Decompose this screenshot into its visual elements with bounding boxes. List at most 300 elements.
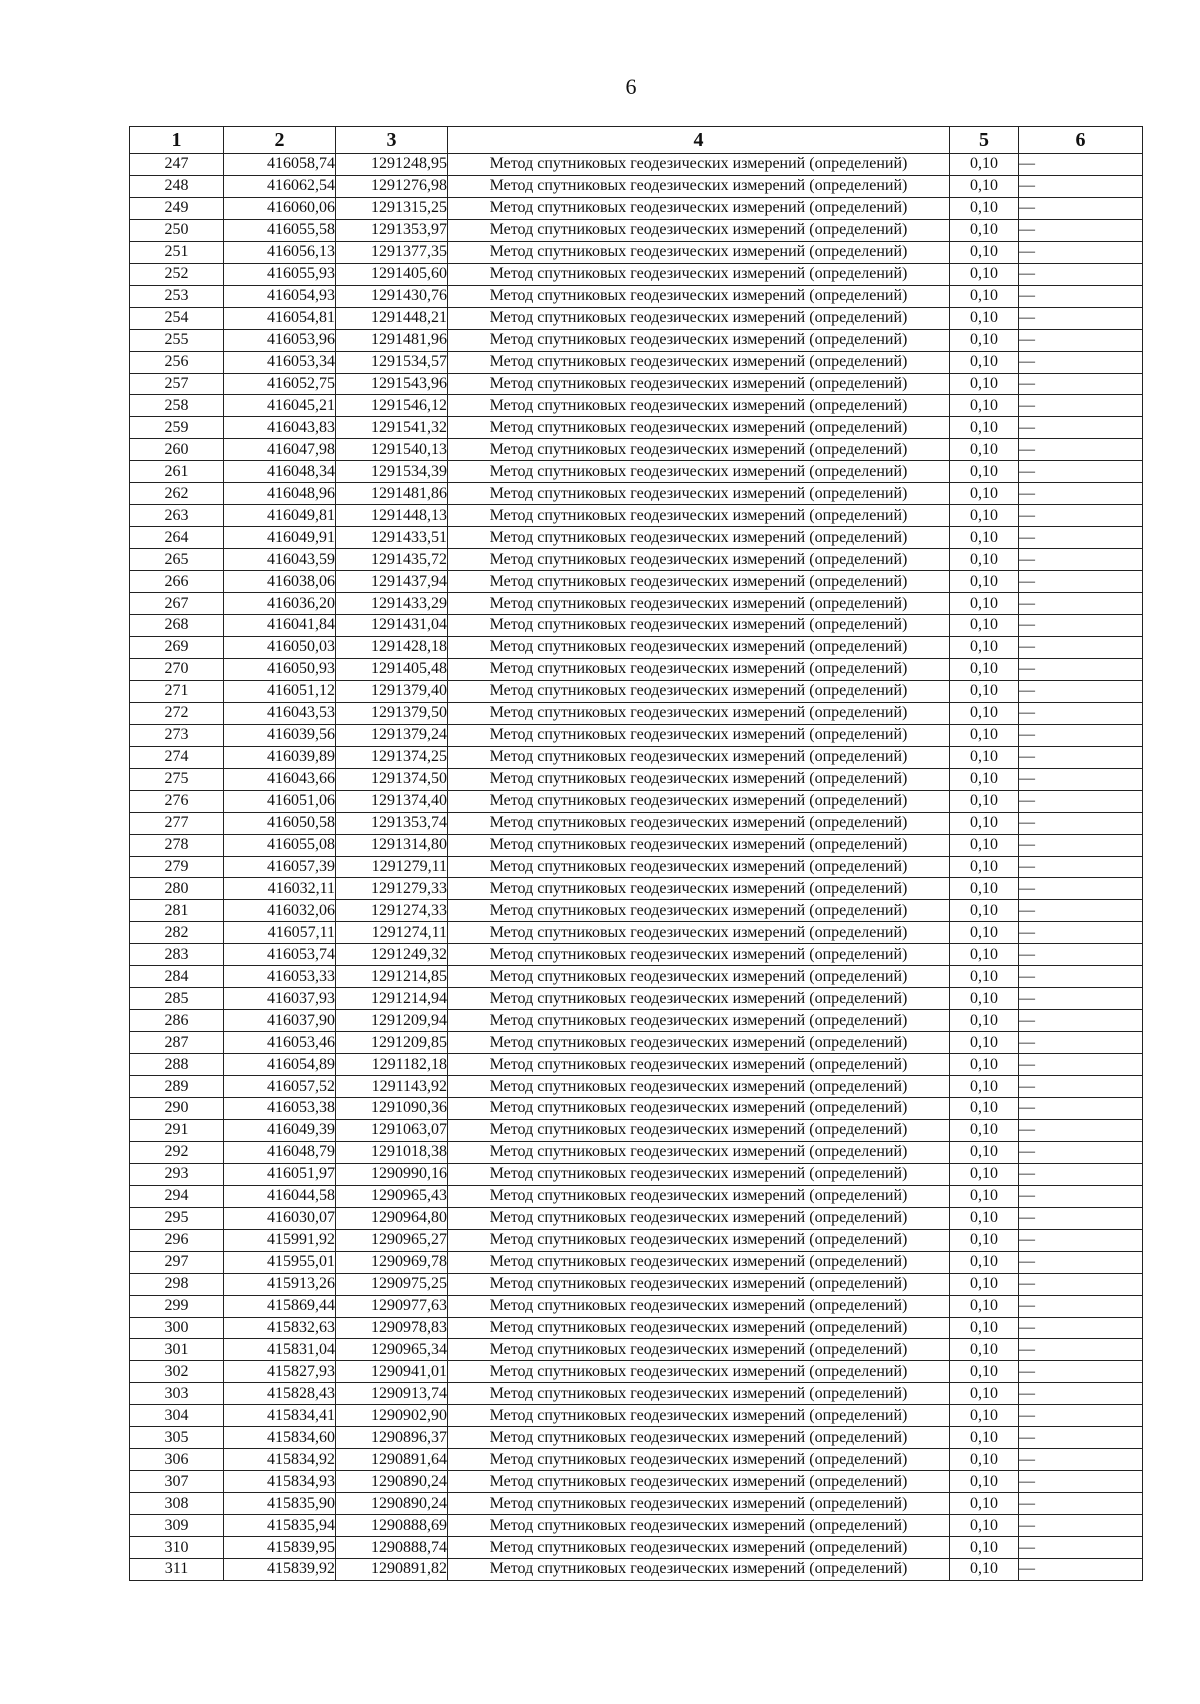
note-cell: — — [1019, 878, 1143, 900]
accuracy-cell: 0,10 — [950, 615, 1019, 637]
table-row — [130, 790, 1143, 812]
y-coordinate-cell: 1290969,78 — [336, 1251, 448, 1273]
y-coordinate-cell: 1291353,97 — [336, 219, 448, 241]
x-coordinate-cell: 416037,90 — [224, 1010, 336, 1032]
note-cell: — — [1019, 1339, 1143, 1361]
point-number-cell: 259 — [130, 417, 224, 439]
header-col-1: 1 — [130, 127, 224, 154]
accuracy-cell: 0,10 — [950, 593, 1019, 615]
x-coordinate-cell: 416054,89 — [224, 1054, 336, 1076]
table-row — [130, 527, 1143, 549]
table-row — [130, 1185, 1143, 1207]
table-row — [130, 878, 1143, 900]
table-row — [130, 307, 1143, 329]
accuracy-cell: 0,10 — [950, 1097, 1019, 1119]
table-row — [130, 1295, 1143, 1317]
accuracy-cell: 0,10 — [950, 1427, 1019, 1449]
point-number-cell: 277 — [130, 812, 224, 834]
method-cell: Метод спутниковых геодезических измерений (определений) — [448, 790, 950, 812]
note-cell: — — [1019, 505, 1143, 527]
method-cell: Метод спутниковых геодезических измерений (определений) — [448, 1119, 950, 1141]
table-row — [130, 724, 1143, 746]
table-row — [130, 922, 1143, 944]
x-coordinate-cell: 416049,39 — [224, 1119, 336, 1141]
point-number-cell: 275 — [130, 768, 224, 790]
y-coordinate-cell: 1290913,74 — [336, 1383, 448, 1405]
x-coordinate-cell: 416057,52 — [224, 1076, 336, 1098]
table-row — [130, 154, 1143, 176]
note-cell: — — [1019, 966, 1143, 988]
point-number-cell: 270 — [130, 658, 224, 680]
note-cell: — — [1019, 1537, 1143, 1559]
y-coordinate-cell: 1290896,37 — [336, 1427, 448, 1449]
y-coordinate-cell: 1291534,57 — [336, 351, 448, 373]
accuracy-cell: 0,10 — [950, 1295, 1019, 1317]
table-row — [130, 1010, 1143, 1032]
accuracy-cell: 0,10 — [950, 1251, 1019, 1273]
y-coordinate-cell: 1291433,29 — [336, 593, 448, 615]
method-cell: Метод спутниковых геодезических измерений (определений) — [448, 1141, 950, 1163]
accuracy-cell: 0,10 — [950, 1493, 1019, 1515]
point-number-cell: 301 — [130, 1339, 224, 1361]
x-coordinate-cell: 416057,39 — [224, 856, 336, 878]
point-number-cell: 273 — [130, 724, 224, 746]
x-coordinate-cell: 416048,79 — [224, 1141, 336, 1163]
y-coordinate-cell: 1290902,90 — [336, 1405, 448, 1427]
y-coordinate-cell: 1291379,24 — [336, 724, 448, 746]
header-col-4: 4 — [448, 127, 950, 154]
table-row — [130, 285, 1143, 307]
point-number-cell: 252 — [130, 263, 224, 285]
method-cell: Метод спутниковых геодезических измерений (определений) — [448, 680, 950, 702]
table-row — [130, 680, 1143, 702]
accuracy-cell: 0,10 — [950, 768, 1019, 790]
table-row — [130, 702, 1143, 724]
note-cell: — — [1019, 724, 1143, 746]
x-coordinate-cell: 416053,74 — [224, 944, 336, 966]
note-cell: — — [1019, 1229, 1143, 1251]
method-cell: Метод спутниковых геодезических измерений (определений) — [448, 856, 950, 878]
y-coordinate-cell: 1290890,24 — [336, 1493, 448, 1515]
note-cell: — — [1019, 1141, 1143, 1163]
table-row — [130, 197, 1143, 219]
note-cell: — — [1019, 219, 1143, 241]
point-number-cell: 258 — [130, 395, 224, 417]
y-coordinate-cell: 1290990,16 — [336, 1163, 448, 1185]
point-number-cell: 268 — [130, 615, 224, 637]
x-coordinate-cell: 415834,41 — [224, 1405, 336, 1427]
note-cell: — — [1019, 285, 1143, 307]
y-coordinate-cell: 1291405,60 — [336, 263, 448, 285]
x-coordinate-cell: 416053,96 — [224, 329, 336, 351]
y-coordinate-cell: 1291274,33 — [336, 900, 448, 922]
method-cell: Метод спутниковых геодезических измерений (определений) — [448, 702, 950, 724]
x-coordinate-cell: 416048,34 — [224, 461, 336, 483]
method-cell: Метод спутниковых геодезических измерений (определений) — [448, 373, 950, 395]
method-cell: Метод спутниковых геодезических измерений (определений) — [448, 1537, 950, 1559]
y-coordinate-cell: 1291448,21 — [336, 307, 448, 329]
accuracy-cell: 0,10 — [950, 812, 1019, 834]
x-coordinate-cell: 416039,89 — [224, 746, 336, 768]
table-row — [130, 1097, 1143, 1119]
method-cell: Метод спутниковых геодезических измерений (определений) — [448, 988, 950, 1010]
accuracy-cell: 0,10 — [950, 571, 1019, 593]
point-number-cell: 296 — [130, 1229, 224, 1251]
table-row — [130, 329, 1143, 351]
x-coordinate-cell: 416055,93 — [224, 263, 336, 285]
method-cell: Метод спутниковых геодезических измерений (определений) — [448, 615, 950, 637]
note-cell: — — [1019, 263, 1143, 285]
y-coordinate-cell: 1291481,86 — [336, 483, 448, 505]
y-coordinate-cell: 1291435,72 — [336, 549, 448, 571]
point-number-cell: 280 — [130, 878, 224, 900]
y-coordinate-cell: 1290965,43 — [336, 1185, 448, 1207]
point-number-cell: 302 — [130, 1361, 224, 1383]
method-cell: Метод спутниковых геодезических измерений (определений) — [448, 285, 950, 307]
x-coordinate-cell: 416062,54 — [224, 175, 336, 197]
x-coordinate-cell: 416049,81 — [224, 505, 336, 527]
x-coordinate-cell: 416037,93 — [224, 988, 336, 1010]
x-coordinate-cell: 416043,59 — [224, 549, 336, 571]
point-number-cell: 308 — [130, 1493, 224, 1515]
accuracy-cell: 0,10 — [950, 373, 1019, 395]
note-cell: — — [1019, 1295, 1143, 1317]
point-number-cell: 287 — [130, 1032, 224, 1054]
method-cell: Метод спутниковых геодезических измерений (определений) — [448, 1295, 950, 1317]
method-cell: Метод спутниковых геодезических измерений (определений) — [448, 1097, 950, 1119]
accuracy-cell: 0,10 — [950, 922, 1019, 944]
table-row — [130, 768, 1143, 790]
accuracy-cell: 0,10 — [950, 483, 1019, 505]
point-number-cell: 256 — [130, 351, 224, 373]
method-cell: Метод спутниковых геодезических измерений (определений) — [448, 1163, 950, 1185]
point-number-cell: 311 — [130, 1559, 224, 1581]
table-row — [130, 351, 1143, 373]
x-coordinate-cell: 416043,66 — [224, 768, 336, 790]
point-number-cell: 267 — [130, 593, 224, 615]
x-coordinate-cell: 416032,06 — [224, 900, 336, 922]
table-row — [130, 461, 1143, 483]
note-cell: — — [1019, 593, 1143, 615]
accuracy-cell: 0,10 — [950, 944, 1019, 966]
note-cell: — — [1019, 154, 1143, 176]
y-coordinate-cell: 1291405,48 — [336, 658, 448, 680]
x-coordinate-cell: 415834,60 — [224, 1427, 336, 1449]
table-row — [130, 1251, 1143, 1273]
y-coordinate-cell: 1291018,38 — [336, 1141, 448, 1163]
note-cell: — — [1019, 834, 1143, 856]
table-row — [130, 1471, 1143, 1493]
table-row — [130, 1537, 1143, 1559]
note-cell: — — [1019, 307, 1143, 329]
accuracy-cell: 0,10 — [950, 1229, 1019, 1251]
accuracy-cell: 0,10 — [950, 966, 1019, 988]
method-cell: Метод спутниковых геодезических измерений (определений) — [448, 307, 950, 329]
x-coordinate-cell: 415835,94 — [224, 1515, 336, 1537]
x-coordinate-cell: 416056,13 — [224, 241, 336, 263]
x-coordinate-cell: 415991,92 — [224, 1229, 336, 1251]
accuracy-cell: 0,10 — [950, 1032, 1019, 1054]
note-cell: — — [1019, 175, 1143, 197]
accuracy-cell: 0,10 — [950, 1010, 1019, 1032]
method-cell: Метод спутниковых геодезических измерений (определений) — [448, 395, 950, 417]
accuracy-cell: 0,10 — [950, 527, 1019, 549]
method-cell: Метод спутниковых геодезических измерений (определений) — [448, 1207, 950, 1229]
method-cell: Метод спутниковых геодезических измерений (определений) — [448, 1361, 950, 1383]
y-coordinate-cell: 1291379,50 — [336, 702, 448, 724]
note-cell: — — [1019, 1273, 1143, 1295]
x-coordinate-cell: 416053,38 — [224, 1097, 336, 1119]
note-cell: — — [1019, 1317, 1143, 1339]
accuracy-cell: 0,10 — [950, 1361, 1019, 1383]
accuracy-cell: 0,10 — [950, 241, 1019, 263]
y-coordinate-cell: 1291546,12 — [336, 395, 448, 417]
point-number-cell: 255 — [130, 329, 224, 351]
method-cell: Метод спутниковых геодезических измерений (определений) — [448, 1559, 950, 1581]
method-cell: Метод спутниковых геодезических измерений (определений) — [448, 900, 950, 922]
note-cell: — — [1019, 1097, 1143, 1119]
table-row — [130, 1339, 1143, 1361]
accuracy-cell: 0,10 — [950, 1076, 1019, 1098]
table-row — [130, 636, 1143, 658]
note-cell: — — [1019, 1383, 1143, 1405]
accuracy-cell: 0,10 — [950, 856, 1019, 878]
y-coordinate-cell: 1291534,39 — [336, 461, 448, 483]
accuracy-cell: 0,10 — [950, 1054, 1019, 1076]
table-row — [130, 219, 1143, 241]
table-row — [130, 1515, 1143, 1537]
y-coordinate-cell: 1290891,64 — [336, 1449, 448, 1471]
point-number-cell: 261 — [130, 461, 224, 483]
accuracy-cell: 0,10 — [950, 461, 1019, 483]
note-cell: — — [1019, 812, 1143, 834]
point-number-cell: 305 — [130, 1427, 224, 1449]
accuracy-cell: 0,10 — [950, 1141, 1019, 1163]
x-coordinate-cell: 415913,26 — [224, 1273, 336, 1295]
x-coordinate-cell: 416043,53 — [224, 702, 336, 724]
y-coordinate-cell: 1291374,25 — [336, 746, 448, 768]
point-number-cell: 269 — [130, 636, 224, 658]
table-row — [130, 900, 1143, 922]
accuracy-cell: 0,10 — [950, 1119, 1019, 1141]
point-number-cell: 254 — [130, 307, 224, 329]
y-coordinate-cell: 1291209,94 — [336, 1010, 448, 1032]
accuracy-cell: 0,10 — [950, 154, 1019, 176]
table-row — [130, 395, 1143, 417]
note-cell: — — [1019, 549, 1143, 571]
method-cell: Метод спутниковых геодезических измерений (определений) — [448, 219, 950, 241]
accuracy-cell: 0,10 — [950, 1185, 1019, 1207]
accuracy-cell: 0,10 — [950, 1559, 1019, 1581]
x-coordinate-cell: 416050,03 — [224, 636, 336, 658]
accuracy-cell: 0,10 — [950, 1207, 1019, 1229]
method-cell: Метод спутниковых геодезических измерений (определений) — [448, 1515, 950, 1537]
accuracy-cell: 0,10 — [950, 988, 1019, 1010]
note-cell: — — [1019, 1163, 1143, 1185]
y-coordinate-cell: 1291274,11 — [336, 922, 448, 944]
note-cell: — — [1019, 351, 1143, 373]
y-coordinate-cell: 1291543,96 — [336, 373, 448, 395]
table-row — [130, 549, 1143, 571]
x-coordinate-cell: 416053,33 — [224, 966, 336, 988]
accuracy-cell: 0,10 — [950, 1515, 1019, 1537]
point-number-cell: 303 — [130, 1383, 224, 1405]
table-row — [130, 1229, 1143, 1251]
method-cell: Метод спутниковых геодезических измерений (определений) — [448, 1317, 950, 1339]
x-coordinate-cell: 416055,58 — [224, 219, 336, 241]
accuracy-cell: 0,10 — [950, 351, 1019, 373]
x-coordinate-cell: 416051,12 — [224, 680, 336, 702]
table-row — [130, 263, 1143, 285]
table-row — [130, 1273, 1143, 1295]
method-cell: Метод спутниковых геодезических измерений (определений) — [448, 1185, 950, 1207]
point-number-cell: 276 — [130, 790, 224, 812]
header-col-6: 6 — [1019, 127, 1143, 154]
x-coordinate-cell: 416051,06 — [224, 790, 336, 812]
table-row — [130, 373, 1143, 395]
method-cell: Метод спутниковых геодезических измерений (определений) — [448, 1076, 950, 1098]
accuracy-cell: 0,10 — [950, 1471, 1019, 1493]
accuracy-cell: 0,10 — [950, 285, 1019, 307]
point-number-cell: 307 — [130, 1471, 224, 1493]
table-row — [130, 1207, 1143, 1229]
note-cell: — — [1019, 1515, 1143, 1537]
header-col-2: 2 — [224, 127, 336, 154]
x-coordinate-cell: 416053,34 — [224, 351, 336, 373]
point-number-cell: 278 — [130, 834, 224, 856]
note-cell: — — [1019, 373, 1143, 395]
point-number-cell: 264 — [130, 527, 224, 549]
note-cell: — — [1019, 1471, 1143, 1493]
x-coordinate-cell: 416051,97 — [224, 1163, 336, 1185]
note-cell: — — [1019, 1032, 1143, 1054]
accuracy-cell: 0,10 — [950, 219, 1019, 241]
y-coordinate-cell: 1291430,76 — [336, 285, 448, 307]
x-coordinate-cell: 416039,56 — [224, 724, 336, 746]
table-row — [130, 1449, 1143, 1471]
accuracy-cell: 0,10 — [950, 1317, 1019, 1339]
method-cell: Метод спутниковых геодезических измерений (определений) — [448, 1471, 950, 1493]
point-number-cell: 271 — [130, 680, 224, 702]
table-row — [130, 944, 1143, 966]
table-row — [130, 1559, 1143, 1581]
x-coordinate-cell: 416045,21 — [224, 395, 336, 417]
y-coordinate-cell: 1291143,92 — [336, 1076, 448, 1098]
method-cell: Метод спутниковых геодезических измерений (определений) — [448, 483, 950, 505]
note-cell: — — [1019, 615, 1143, 637]
point-number-cell: 298 — [130, 1273, 224, 1295]
accuracy-cell: 0,10 — [950, 746, 1019, 768]
x-coordinate-cell: 416055,08 — [224, 834, 336, 856]
method-cell: Метод спутниковых геодезических измерений (определений) — [448, 1010, 950, 1032]
accuracy-cell: 0,10 — [950, 439, 1019, 461]
x-coordinate-cell: 416053,46 — [224, 1032, 336, 1054]
point-number-cell: 309 — [130, 1515, 224, 1537]
point-number-cell: 248 — [130, 175, 224, 197]
note-cell: — — [1019, 1010, 1143, 1032]
x-coordinate-cell: 415869,44 — [224, 1295, 336, 1317]
note-cell: — — [1019, 944, 1143, 966]
note-cell: — — [1019, 1207, 1143, 1229]
point-number-cell: 289 — [130, 1076, 224, 1098]
point-number-cell: 283 — [130, 944, 224, 966]
table-row — [130, 175, 1143, 197]
note-cell: — — [1019, 241, 1143, 263]
note-cell: — — [1019, 856, 1143, 878]
method-cell: Метод спутниковых геодезических измерений (определений) — [448, 1339, 950, 1361]
method-cell: Метод спутниковых геодезических измерений (определений) — [448, 746, 950, 768]
note-cell: — — [1019, 329, 1143, 351]
method-cell: Метод спутниковых геодезических измерений (определений) — [448, 1032, 950, 1054]
accuracy-cell: 0,10 — [950, 197, 1019, 219]
note-cell: — — [1019, 746, 1143, 768]
point-number-cell: 251 — [130, 241, 224, 263]
y-coordinate-cell: 1290977,63 — [336, 1295, 448, 1317]
point-number-cell: 286 — [130, 1010, 224, 1032]
method-cell: Метод спутниковых геодезических измерений (определений) — [448, 1449, 950, 1471]
method-cell: Метод спутниковых геодезических измерений (определений) — [448, 571, 950, 593]
y-coordinate-cell: 1291249,32 — [336, 944, 448, 966]
table-row — [130, 505, 1143, 527]
table-row — [130, 856, 1143, 878]
method-cell: Метод спутниковых геодезических измерений (определений) — [448, 439, 950, 461]
point-number-cell: 274 — [130, 746, 224, 768]
table-body — [130, 154, 1143, 1581]
table-row — [130, 417, 1143, 439]
method-cell: Метод спутниковых геодезических измерений (определений) — [448, 549, 950, 571]
y-coordinate-cell: 1291209,85 — [336, 1032, 448, 1054]
accuracy-cell: 0,10 — [950, 1449, 1019, 1471]
accuracy-cell: 0,10 — [950, 263, 1019, 285]
point-number-cell: 282 — [130, 922, 224, 944]
coordinates-table — [129, 126, 1143, 1581]
table-row — [130, 483, 1143, 505]
point-number-cell: 299 — [130, 1295, 224, 1317]
y-coordinate-cell: 1291063,07 — [336, 1119, 448, 1141]
y-coordinate-cell: 1290890,24 — [336, 1471, 448, 1493]
table-row — [130, 658, 1143, 680]
accuracy-cell: 0,10 — [950, 1383, 1019, 1405]
table-row — [130, 241, 1143, 263]
x-coordinate-cell: 416048,96 — [224, 483, 336, 505]
y-coordinate-cell: 1291540,13 — [336, 439, 448, 461]
accuracy-cell: 0,10 — [950, 724, 1019, 746]
x-coordinate-cell: 416054,93 — [224, 285, 336, 307]
x-coordinate-cell: 415828,43 — [224, 1383, 336, 1405]
note-cell: — — [1019, 439, 1143, 461]
x-coordinate-cell: 416050,58 — [224, 812, 336, 834]
table-row — [130, 1119, 1143, 1141]
accuracy-cell: 0,10 — [950, 900, 1019, 922]
method-cell: Метод спутниковых геодезических измерений (определений) — [448, 1273, 950, 1295]
note-cell: — — [1019, 1361, 1143, 1383]
accuracy-cell: 0,10 — [950, 549, 1019, 571]
accuracy-cell: 0,10 — [950, 1537, 1019, 1559]
y-coordinate-cell: 1290888,69 — [336, 1515, 448, 1537]
point-number-cell: 279 — [130, 856, 224, 878]
table-row — [130, 1141, 1143, 1163]
y-coordinate-cell: 1291377,35 — [336, 241, 448, 263]
point-number-cell: 293 — [130, 1163, 224, 1185]
x-coordinate-cell: 416030,07 — [224, 1207, 336, 1229]
y-coordinate-cell: 1291279,11 — [336, 856, 448, 878]
accuracy-cell: 0,10 — [950, 878, 1019, 900]
point-number-cell: 266 — [130, 571, 224, 593]
table-row — [130, 966, 1143, 988]
y-coordinate-cell: 1291431,04 — [336, 615, 448, 637]
point-number-cell: 263 — [130, 505, 224, 527]
table-row — [130, 571, 1143, 593]
